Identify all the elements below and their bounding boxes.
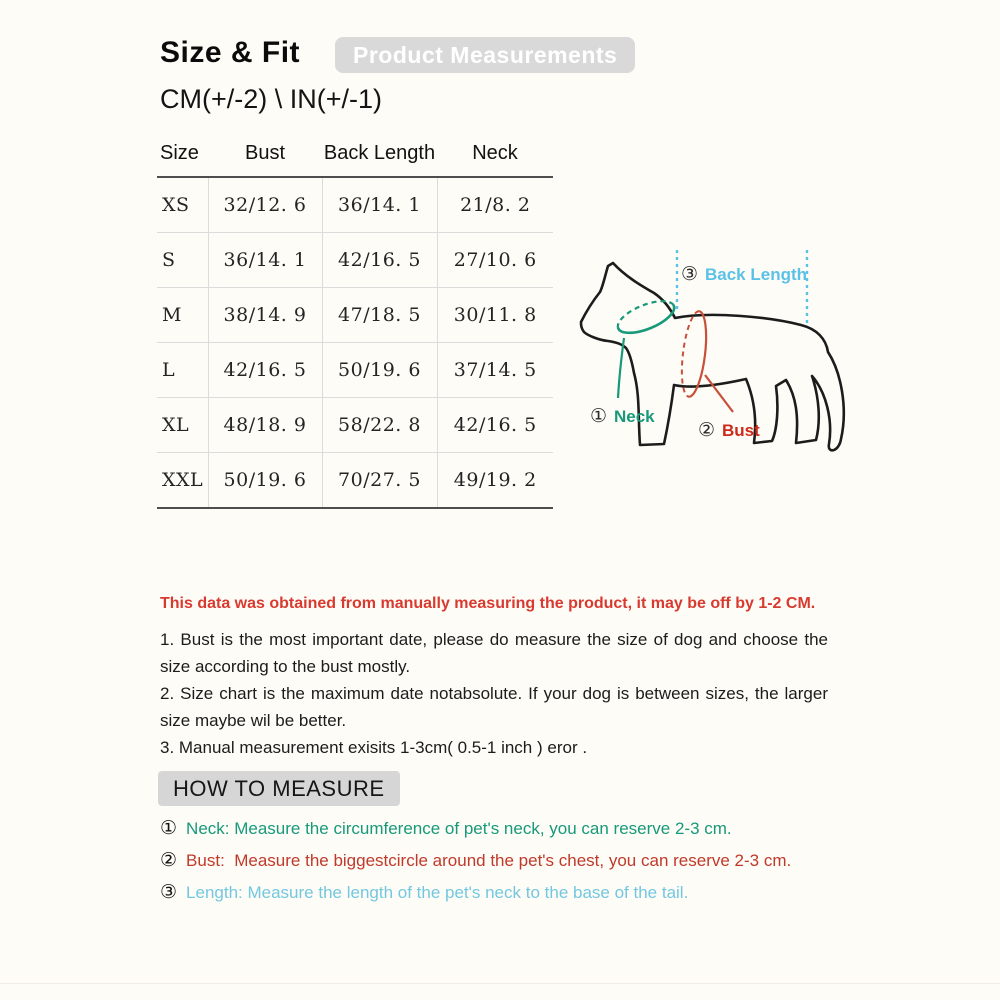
cell-size: S <box>157 233 208 288</box>
cell-neck: 30/11. 8 <box>437 288 553 343</box>
how-to-measure-list <box>160 818 791 914</box>
how-to-measure-heading: HOW TO MEASURE <box>158 771 400 806</box>
size-table-header-row <box>157 142 553 177</box>
cell-neck: 37/14. 5 <box>437 343 553 398</box>
col-header-size: Size <box>160 142 199 164</box>
cell-back-length: 47/18. 5 <box>322 288 437 343</box>
product-measurements-badge: Product Measurements <box>335 37 635 73</box>
note-3: 3. Manual measurement exisits 1-3cm( 0.5-1 inch ) eror . <box>160 738 588 757</box>
page-title: Size & Fit <box>160 36 301 69</box>
circled-3-icon: ③ <box>160 882 178 903</box>
cell-back-length: 36/14. 1 <box>322 177 437 233</box>
cell-bust: 38/14. 9 <box>208 288 322 343</box>
table-row <box>157 453 553 509</box>
cell-back-length: 42/16. 5 <box>322 233 437 288</box>
cell-back-length: 58/22. 8 <box>322 398 437 453</box>
cell-neck: 21/8. 2 <box>437 177 553 233</box>
back-length-label: Back Length <box>705 265 808 284</box>
bust-label: Bust <box>722 421 760 440</box>
cell-neck: 42/16. 5 <box>437 398 553 453</box>
measure-item-length <box>160 882 791 904</box>
col-header-neck: Neck <box>472 142 518 164</box>
table-row <box>157 288 553 343</box>
dog-measurement-diagram <box>570 240 890 510</box>
units-line: CM(+/-2) \ IN(+/-1) <box>160 84 383 114</box>
cell-size: XXL <box>157 453 208 509</box>
cell-neck: 49/19. 2 <box>437 453 553 509</box>
cell-bust: 50/19. 6 <box>208 453 322 509</box>
neck-number: ① <box>590 406 608 427</box>
measure-text-neck: Neck: Measure the circumference of pet's neck, you can reserve 2-3 cm. <box>186 819 732 838</box>
bust-pointer-line <box>705 375 733 412</box>
notes-block <box>160 626 828 761</box>
measure-item-neck <box>160 818 791 840</box>
circled-1-icon: ① <box>160 818 178 839</box>
cell-back-length: 70/27. 5 <box>322 453 437 509</box>
measure-item-bust <box>160 850 791 872</box>
back-length-number: ③ <box>681 264 699 285</box>
dog-diagram-svg <box>570 240 890 510</box>
neck-label: Neck <box>614 407 655 426</box>
table-row <box>157 343 553 398</box>
col-header-back-length: Back Length <box>323 142 436 164</box>
cell-bust: 36/14. 1 <box>208 233 322 288</box>
note-2: 2. Size chart is the maximum date notabsolute. If your dog is between sizes, the larger size maybe wil be better. <box>160 684 828 730</box>
bottom-divider <box>0 983 1000 984</box>
table-row <box>157 233 553 288</box>
cell-bust: 42/16. 5 <box>208 343 322 398</box>
neck-measure-ellipse <box>614 295 679 340</box>
cell-bust: 48/18. 9 <box>208 398 322 453</box>
measure-text-bust: Bust: Measure the biggestcircle around the pet's chest, you can reserve 2-3 cm. <box>186 851 792 870</box>
circled-2-icon: ② <box>160 850 178 871</box>
cell-size: L <box>157 343 208 398</box>
size-table <box>157 142 553 509</box>
bust-number: ② <box>698 420 716 441</box>
note-1: 1. Bust is the most important date, please do measure the size of dog and choose the size according to the bust mostly. <box>160 630 828 676</box>
measurement-notice: This data was obtained from manually measuring the product, it may be off by 1-2 CM. <box>160 595 816 612</box>
cell-size: M <box>157 288 208 343</box>
cell-neck: 27/10. 6 <box>437 233 553 288</box>
neck-pointer-line <box>618 338 624 398</box>
measure-text-length: Length: Measure the length of the pet's neck to the base of the tail. <box>186 883 689 902</box>
cell-bust: 32/12. 6 <box>208 177 322 233</box>
cell-back-length: 50/19. 6 <box>322 343 437 398</box>
col-header-bust: Bust <box>244 142 286 164</box>
cell-size: XL <box>157 398 208 453</box>
table-row <box>157 177 553 233</box>
cell-size: XS <box>162 194 190 216</box>
table-row <box>157 398 553 453</box>
